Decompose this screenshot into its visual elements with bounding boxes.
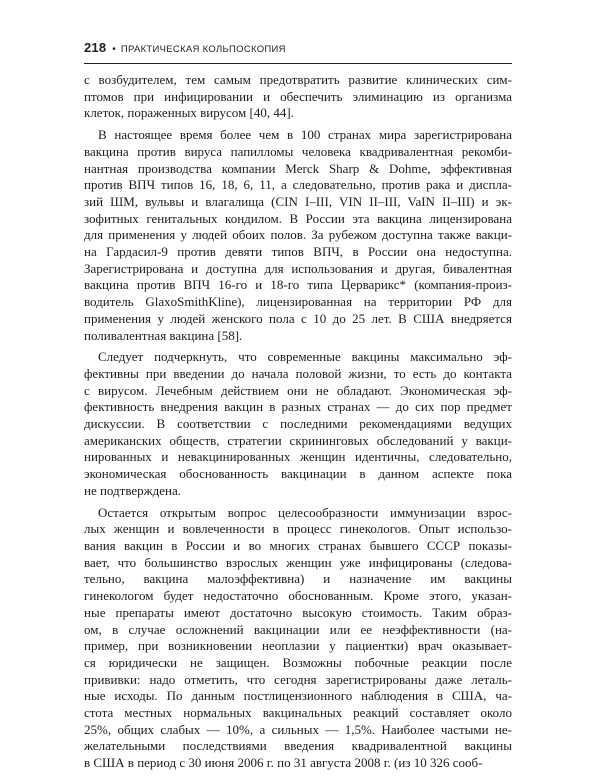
- body-text: [84, 72, 512, 772]
- text-line: птомов при инфицировании и обеспечить элиминацию из организма: [84, 88, 512, 104]
- text-line: с вирусом. Лечебным действием они не обладают. Экономическая эф-: [84, 382, 512, 398]
- text-line: ся юридически не защищен. Возможны побочные реакции после: [84, 654, 512, 670]
- page-number: 218: [84, 40, 107, 55]
- text-line: пример, при возникновении неоплазии у пациентки) врач оказывает-: [84, 638, 512, 654]
- text-line: американских обществ, стратегии скрининговых обследований у вакци-: [84, 432, 512, 448]
- text-line: дискуссии. В соответствии с последними рекомендациями ведущих: [84, 416, 512, 432]
- header-bullet: •: [112, 44, 116, 55]
- text-line: клеток, пораженных вирусом [40, 44].: [84, 105, 294, 121]
- text-line: 25%, общих слабых — 10%, а сильных — 1,5%. Наиболее частыми не-: [84, 721, 512, 737]
- text-line: лых женщин и вовлеченности в процесс гинекологов. Опыт использо-: [84, 521, 512, 537]
- paragraph: [84, 505, 512, 772]
- book-page: [84, 40, 512, 777]
- text-line: Следует подчеркнуть, что современные вакцины максимально эф-: [98, 349, 512, 365]
- text-line: Зарегистрирована и доступна для использования и другая, бивалентная: [84, 260, 512, 276]
- text-line: ом, в случае осложнений вакцинации или ее неэффективности (на-: [84, 621, 512, 637]
- text-line: нированных и невакцинированных женщин идентичны, следовательно,: [84, 449, 512, 465]
- text-line: вает, что большинство взрослых женщин уже инфицированы (следова-: [84, 554, 512, 570]
- text-line: в США в период с 30 июня 2006 г. по 31 августа 2008 г. (из 10 326 сооб-: [84, 755, 483, 771]
- text-line: вакцина против ВПЧ 16-го и 18-го типа Церварикс* (компания-произ-: [84, 277, 512, 293]
- text-line: для применения у людей обоих полов. За рубежом доступна также вакци-: [84, 227, 512, 243]
- paragraph: [84, 349, 512, 499]
- text-line: ные исходы. По данным постлицензионного наблюдения в США, ча-: [84, 688, 512, 704]
- text-line: вания вакцин в России и во многих странах бывшего СССР показы-: [84, 537, 512, 553]
- text-line: водитель GlaxoSmithKline), лицензированная на территории РФ для: [84, 294, 512, 310]
- running-header: [84, 40, 512, 60]
- text-line: нантная производства компании Merck Sharp & Dohme, эффективная: [84, 160, 512, 176]
- text-line: экономическая обоснованность вакцинации в данном аспекте пока: [84, 466, 512, 482]
- paragraph: [84, 72, 512, 122]
- text-line: Остается открытым вопрос целесообразности иммунизации взрос-: [98, 504, 512, 520]
- paragraph: [84, 127, 512, 344]
- text-line: фективность внедрения вакцин в разных странах — до сих пор предмет: [84, 399, 512, 415]
- text-line: вакцина против вируса папилломы человека квадривалентная рекомби-: [84, 143, 512, 159]
- text-line: ные препараты имеют достаточно высокую стоимость. Таким образ-: [84, 604, 512, 620]
- text-line: тельно, вакцина малоэффективна) и назначение им вакцины: [84, 571, 512, 587]
- header-rule: [84, 63, 512, 64]
- text-line: прививки: надо отметить, что сегодня зарегистрированы даже леталь-: [84, 671, 512, 687]
- text-line: стота местных нормальных вакцинальных реакций составляет около: [84, 705, 512, 721]
- text-line: В настоящее время более чем в 100 странах мира зарегистрирована: [98, 127, 512, 143]
- text-line: зий ШМ, вульвы и влагалища (CIN I–III, VIN II–III, VaIN II–III) и эк-: [84, 193, 512, 209]
- text-line: желательными последствиями введения квадривалентной вакцины: [84, 738, 512, 754]
- text-line: против ВПЧ типов 16, 18, 6, 11, а следовательно, против рака и диспла-: [84, 177, 512, 193]
- text-line: не подтверждена.: [84, 482, 182, 498]
- text-line: поливалентная вакцина [58].: [84, 327, 243, 343]
- text-line: применения у людей женского пола с 10 до 25 лет. В США внедряется: [84, 310, 512, 326]
- text-line: гинекологом будет недостаточно обоснованным. Кроме этого, указан-: [84, 588, 512, 604]
- text-line: фективны при введении до начала половой жизни, то есть до контакта: [84, 365, 512, 381]
- text-line: на Гардасил-9 против девяти типов ВПЧ, в России она недоступна.: [84, 244, 512, 260]
- running-title: ПРАКТИЧЕСКАЯ КОЛЬПОСКОПИЯ: [120, 44, 286, 55]
- text-line: зофитных генитальных кондилом. В России эта вакцина лицензирована: [84, 210, 512, 226]
- text-line: с возбудителем, тем самым предотвратить развитие клинических сим-: [84, 72, 512, 87]
